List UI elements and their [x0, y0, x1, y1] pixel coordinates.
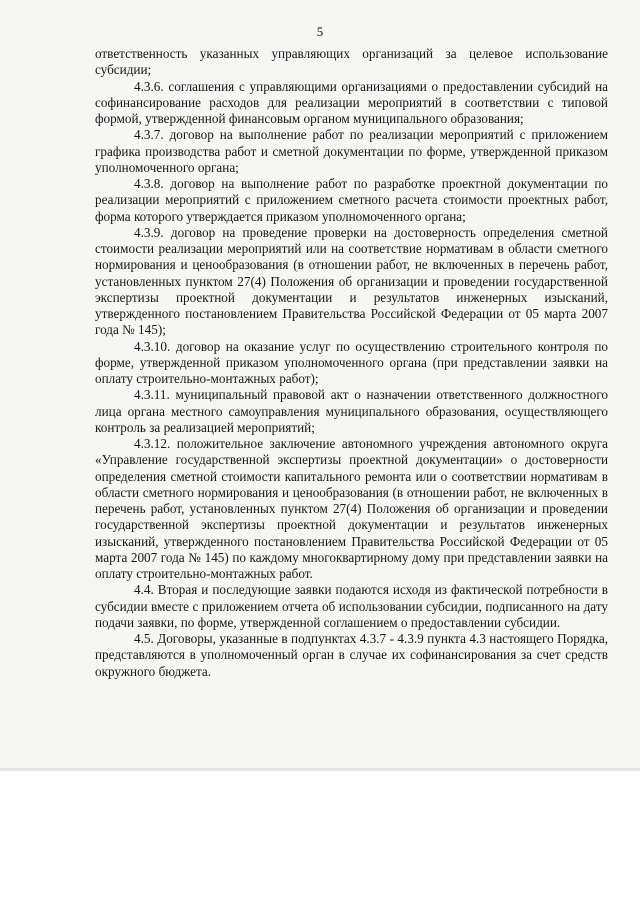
- document-body: [95, 46, 608, 680]
- paragraph-continuation: ответственность указанных управляющих организаций за целевое использование субсидии;: [95, 46, 608, 78]
- paragraph-4-3-10: 4.3.10. договор на оказание услуг по осуществлению строительного контроля по форме, утвержденной приказом уполномоченного органа (при представлении заявки на оплату строительно-монтажных работ);: [95, 338, 608, 386]
- paragraph-4-3-8: 4.3.8. договор на выполнение работ по разработке проектной документации по реализации мероприятий с приложением сметного расчета стоимости проектных работ, форма которого утверждается приказом уполномоченного органа;: [95, 176, 608, 224]
- paragraph-4-3-6: 4.3.6. соглашения с управляющими организациями о предоставлении субсидий на софинансирование расходов для реализации мероприятий в соответствии с типовой формой, утвержденной финансовым органом муниципального образования;: [95, 78, 608, 126]
- paragraph-4-4: 4.4. Вторая и последующие заявки подаются исходя из фактической потребности в субсидии вместе с приложением отчета об использовании субсидии, подписанного на дату подачи заявки, по форме, утвержденной соглашением о предоставлении субсидии.: [95, 582, 608, 630]
- paragraph-4-3-7: 4.3.7. договор на выполнение работ по реализации мероприятий с приложением графика производства работ и сметной документации по форме, утвержденной приказом уполномоченного органа;: [95, 127, 608, 175]
- page-number: 5: [316, 24, 324, 39]
- paragraph-4-3-12: 4.3.12. положительное заключение автономного учреждения автономного округа «Управление государственной экспертизы проектной документации» о достоверности определения сметной стоимости капитального ремонта или о соответствии нормативам в области сметного нормирования и ценообразования (в отношении работ, не включенных в перечень работ, установленных пунктом 27(4) Положения об организации и проведении государственной экспертизы проектной документации и результатов инженерных изысканий, утвержденного постановлением Правительства Российской Федерации от 05 марта 2007 года № 145) по каждому многоквартирному дому при представлении заявки на оплату строительно-монтажных работ.: [95, 436, 608, 581]
- scan-edge: [0, 768, 640, 771]
- paragraph-4-3-11: 4.3.11. муниципальный правовой акт о назначении ответственного должностного лица органа местного самоуправления муниципального образования, осуществляющего контроль за реализацией мероприятий;: [95, 387, 608, 435]
- paragraph-4-3-9: 4.3.9. договор на проведение проверки на достоверность определения сметной стоимости реализации мероприятий или на соответствие нормативам в области сметного нормирования и ценообразования (в отношении работ, не включенных в перечень работ, установленных пунктом 27(4) Положения об организации и проведении государственной экспертизы проектной документации и результатов инженерных изысканий, утвержденного постановлением Правительства Российской Федерации от 05 марта 2007 года № 145);: [95, 224, 608, 338]
- paragraph-4-5: 4.5. Договоры, указанные в подпунктах 4.3.7 - 4.3.9 пункта 4.3 настоящего Порядка, представляются в уполномоченный орган в случае их софинансирования за счет средств окружного бюджета.: [95, 631, 608, 679]
